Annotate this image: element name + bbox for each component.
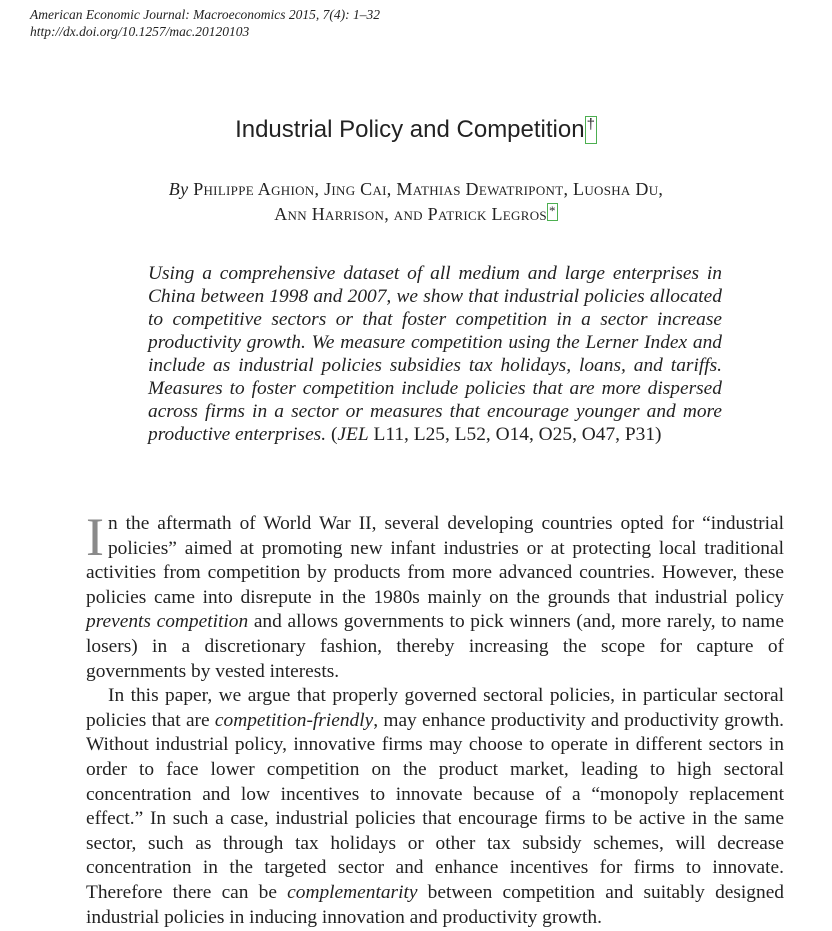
paragraph-1-emphasis: prevents competition (86, 611, 249, 633)
paragraph-2-emphasis-2: complementarity (287, 881, 418, 903)
jel-open-paren: ( (330, 424, 338, 445)
title-footnote-marker[interactable]: † (585, 116, 597, 144)
paragraph-2-text-a: In this paper, we argue that properly governed sectoral policies, in particular sectoral policies that are (86, 685, 784, 731)
abstract (148, 262, 722, 446)
body-text (86, 507, 785, 930)
authors-line-2: Ann Harrison, and Patrick Legros (274, 204, 547, 224)
paragraph-2-text-c: between competition and suitably designed industrial policies in inducing innovation and productivity growth. (86, 881, 785, 928)
paragraph-2-emphasis-1: competition-friendly (214, 709, 374, 731)
journal-citation: American Economic Journal: Macroeconomics 2015, 7(4): 1–32 (30, 7, 381, 22)
drop-cap: I (86, 507, 104, 567)
author-footnote-marker[interactable]: * (547, 203, 558, 221)
authors-line-1: Philippe Aghion, Jing Cai, Mathias Dewatripont, Luosha Du, (193, 179, 664, 199)
author-list (0, 177, 832, 227)
paragraph-2 (86, 684, 784, 930)
by-label: By (168, 179, 189, 199)
title-text: Industrial Policy and Competition (235, 116, 585, 143)
paragraph-1-text-a: n the aftermath of World War II, several developing countries opted for “industrial policies” aimed at promoting new infant industries or at protecting local traditional activities from competition by products from more advanced countries. However, these policies came into disrepute in the 1980s mainly on the grounds that industrial policy (86, 513, 784, 608)
paragraph-2-text-b: , may enhance productivity and productivity growth. Without industrial policy, innovative firms may choose to operate in different sectors in order to face lower competition on the product market, leading to high sectoral concentration and low incentives to innovate because of a “monopoly replacement effect.” In such a case, industrial policies that encourage firms to be active in the same sector, such as through tax holidays or other tax subsidy schemes, will decrease concentration in the targeted sector and enhance incentives for firms to innovate. Therefore there can be (86, 709, 784, 903)
doi-link[interactable]: http://dx.doi.org/10.1257/mac.20120103 (30, 24, 250, 39)
abstract-text: Using a comprehensive dataset of all medium and large enterprises in China between 1998 and 2007, we show that industrial policies allocated to competitive sectors or that foster competition in a sector increase productivity growth. We measure competition using the Lerner Index and include as industrial policies subsidies tax holidays, loans, and tariffs. Measures to foster competition include policies that are more dispersed across firms in a sector or measures that encourage younger and more productive enterprises. (148, 263, 722, 445)
jel-label: JEL (337, 424, 369, 445)
paper-title (0, 116, 832, 144)
journal-header (30, 6, 380, 40)
jel-codes: L11, L25, L52, O14, O25, O47, P31) (373, 424, 662, 445)
paragraph-1 (86, 507, 784, 684)
paragraph-1-text-b: and allows governments to pick winners (and, more rarely, to name losers) in a discretionary fashion, thereby increasing the scope for capture of governments by vested interests. (86, 611, 784, 682)
jel-classification (331, 424, 662, 445)
